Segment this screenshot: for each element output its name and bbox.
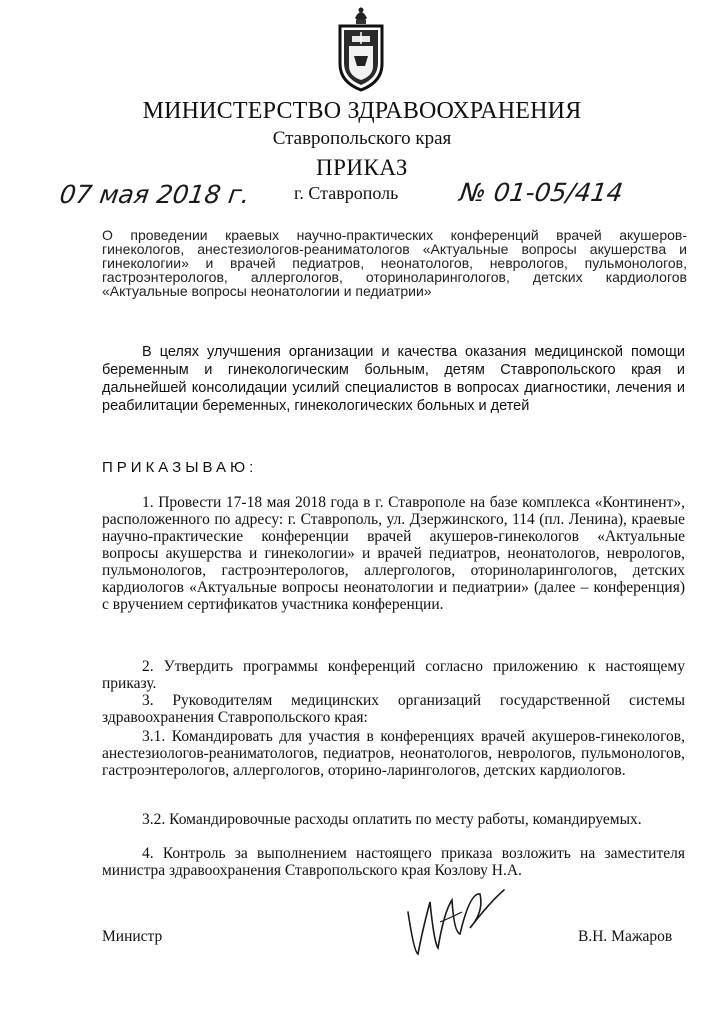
order-item-3-2: 3.2. Командировочные расходы оплатить по месту работы, командируемых.: [142, 811, 642, 828]
handwritten-date: 07 мая 2018 г.: [57, 180, 252, 209]
order-subject: О проведении краевых научно-практических конференций врачей акушеров-гинекологов, анестезиологов-реаниматологов «Актуальные вопросы акушерства и гинекологии» и врачей педиатров, неонатологов, неврологов, пульмонологов, гастроэнтерологов, аллергологов, оториноларингологов, детских кардиологов «Актуальные вопросы неонатологии и педиатрии»: [102, 227, 687, 299]
order-item-1: 1. Провести 17-18 мая 2018 года в г. Ставрополе на базе комплекса «Континент», расположенного по адресу: г. Ставрополь, ул. Дзержинского, 114 (пл. Ленина), краевые научно-практические конференции врачей акушеров-гинекологов «Актуальные вопросы акушерства и гинекологии» и врачей педиатров, неонатологов, неврологов, пульмонологов, гастроэнтерологов, аллергологов, оториноларингологов, детских кардиологов «Актуальные вопросы неонатологии и педиатрии» (далее – конференция) с вручением сертификатов участника конференции.: [102, 494, 685, 613]
signatory-name: В.Н. Мажаров: [578, 928, 673, 945]
order-item-3: 3. Руководителям медицинских организаций государственной системы здравоохранения Ставропольского края:: [102, 692, 685, 726]
order-item-3-1: 3.1. Командировать для участия в конференциях врачей акушеров-гинекологов, анестезиологов-реаниматологов, педиатров, неонатологов, неврологов, пульмонологов, гастроэнтерологов, аллергологов, оторино-ларингологов, детских кардиологов.: [102, 728, 685, 779]
city: г. Ставрополь: [294, 183, 399, 203]
ministry-title: МИНИСТЕРСТВО ЗДРАВООХРАНЕНИЯ: [142, 98, 582, 124]
order-item-2: 2. Утвердить программы конференций согласно приложению к настоящему приказу.: [102, 658, 685, 692]
signatory-position: Министр: [102, 928, 163, 945]
order-heading: ПРИКАЗЫВАЮ:: [102, 459, 258, 476]
coat-of-arms-emblem: [332, 6, 390, 94]
handwritten-number: № 01-05/414: [457, 178, 625, 207]
document-type: ПРИКАЗ: [316, 155, 408, 180]
handwritten-signature: [400, 882, 520, 962]
region-subtitle: Ставропольского края: [272, 128, 452, 149]
preamble-paragraph: В целях улучшения организации и качества оказания медицинской помощи беременным и гинекологическим больным, детям Ставропольского края и дальнейшей консолидации усилий специалистов в вопросах диагностики, лечения и реабилитации беременных, гинекологических больных и детей: [102, 344, 685, 414]
order-item-4: 4. Контроль за выполнением настоящего приказа возложить на заместителя министра здравоохранения Ставропольского края Козлову Н.А.: [102, 845, 685, 879]
